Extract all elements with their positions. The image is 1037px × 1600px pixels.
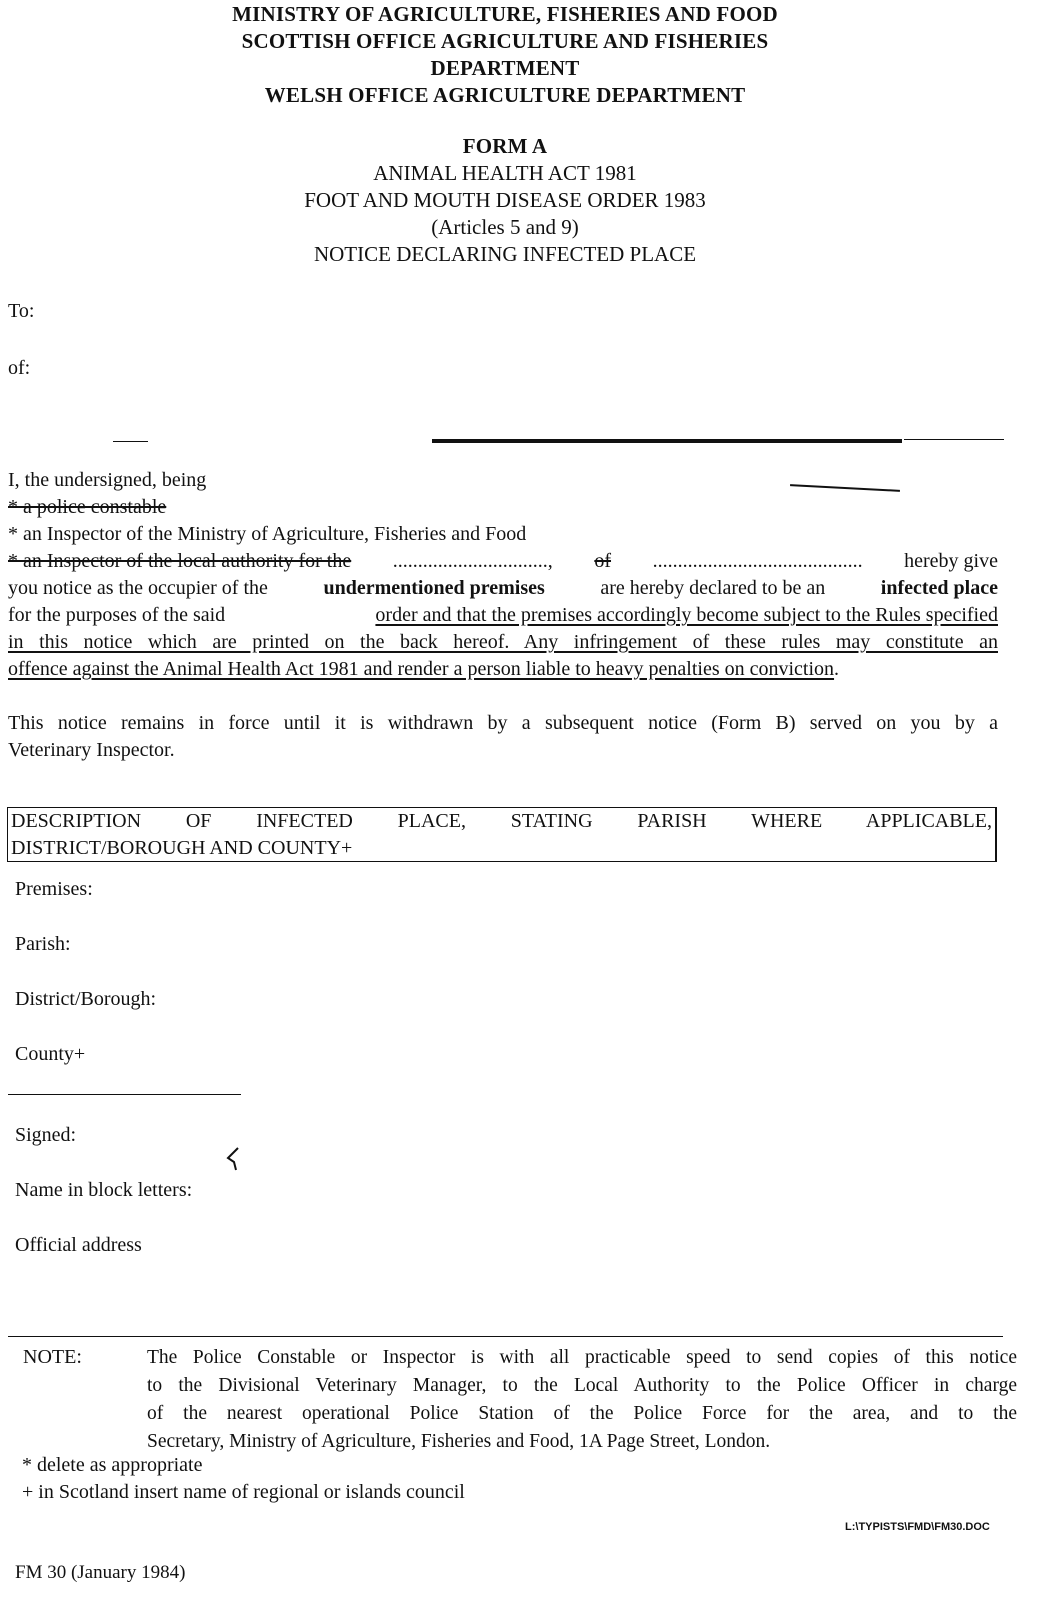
form-code: FM 30 (January 1984): [15, 1562, 186, 1583]
period: .: [834, 658, 840, 680]
signature-mark: [222, 1146, 244, 1172]
thick-rule: [432, 439, 902, 443]
district-borough-label: District/Borough:: [15, 988, 157, 1010]
note-line-4: Secretary, Ministry of Agriculture, Fisheries and Food, 1A Page Street, London.: [147, 1431, 771, 1452]
remains-in-force-line-1: This notice remains in force until it is withdrawn by a subsequent notice (Form B) served on you by a: [8, 712, 998, 734]
official-address-label: Official address: [15, 1234, 142, 1256]
parish-label: Parish:: [15, 933, 71, 955]
footnote-scotland: + in Scotland insert name of regional or islands council: [22, 1481, 465, 1503]
option-police-constable: * a police constable: [8, 496, 167, 518]
pen-stroke: [790, 484, 900, 492]
local-authority-of: of: [594, 550, 612, 572]
declaration-line-5: [8, 656, 839, 683]
description-box: [7, 807, 997, 862]
declaration-intro: I, the undersigned, being: [8, 469, 207, 491]
scottish-office-heading: SCOTTISH OFFICE AGRICULTURE AND FISHERIES: [241, 29, 769, 53]
note-label: NOTE:: [23, 1346, 82, 1368]
thin-rule: [904, 439, 1004, 440]
description-heading-line-1: DESCRIPTION OF INFECTED PLACE, STATING PARISH WHERE APPLICABLE,: [11, 810, 992, 832]
undermentioned-premises: undermentioned premises: [323, 577, 545, 599]
note-line-2: to the Divisional Veterinary Manager, to the Local Authority to the Police Officer in charge: [147, 1375, 1017, 1396]
option-ministry-inspector: * an Inspector of the Ministry of Agriculture, Fisheries and Food: [8, 523, 527, 545]
infected-place: infected place: [880, 577, 998, 599]
order-title: FOOT AND MOUTH DISEASE ORDER 1983: [304, 188, 706, 212]
form-title: FORM A: [462, 134, 548, 158]
ministry-heading: MINISTRY OF AGRICULTURE, FISHERIES AND FOOD: [232, 2, 778, 26]
notice-title: NOTICE DECLARING INFECTED PLACE: [313, 242, 697, 266]
local-authority-blank-2: ..........................................: [652, 550, 863, 572]
body-text: for the purposes of the said: [8, 604, 226, 626]
short-rule: [113, 441, 148, 442]
to-label: To:: [8, 300, 35, 322]
declaration-line-3: [8, 602, 998, 629]
remains-in-force-line-2: Veterinary Inspector.: [8, 739, 175, 761]
footnote-delete: * delete as appropriate: [22, 1454, 203, 1476]
file-path: L:\TYPISTS\FMD\FM30.DOC: [845, 1521, 990, 1533]
act-title: ANIMAL HEALTH ACT 1981: [373, 161, 637, 185]
welsh-office-heading: WELSH OFFICE AGRICULTURE DEPARTMENT: [264, 83, 746, 107]
body-text-underlined: offence against the Animal Health Act 1981 and render a person liable to heavy penalties on conviction: [8, 658, 835, 680]
option-local-authority-line: [8, 548, 998, 575]
name-block-letters-label: Name in block letters:: [15, 1179, 193, 1201]
body-text: you notice as the occupier of the: [8, 577, 268, 599]
body-text: are hereby declared to be an: [600, 577, 826, 599]
of-label: of:: [8, 357, 31, 379]
note-divider: [8, 1336, 1003, 1337]
body-text-underlined: order and that the premises accordingly become subject to the Rules specified: [375, 604, 998, 626]
premises-label: Premises:: [15, 878, 93, 900]
declaration-line-4: in this notice which are printed on the back hereof. Any infringement of these rules may constitute an: [8, 631, 998, 653]
articles-reference: (Articles 5 and 9): [431, 215, 579, 239]
signature-divider: [8, 1094, 241, 1095]
note-line-1: The Police Constable or Inspector is with all practicable speed to send copies of this notice: [147, 1347, 1017, 1368]
description-heading-line-2: DISTRICT/BOROUGH AND COUNTY+: [11, 837, 353, 859]
signed-label: Signed:: [15, 1124, 77, 1146]
declaration-line-2: [8, 575, 998, 602]
county-label: County+: [15, 1043, 86, 1065]
local-authority-blank: ...............................,: [392, 550, 553, 572]
hereby-give: hereby give: [904, 550, 998, 572]
option-local-authority: * an Inspector of the local authority for the: [8, 550, 352, 572]
note-text: [147, 1344, 1017, 1456]
department-heading: DEPARTMENT: [430, 56, 580, 80]
note-line-3: of the nearest operational Police Station of the Police Force for the area, and to the: [147, 1403, 1017, 1424]
